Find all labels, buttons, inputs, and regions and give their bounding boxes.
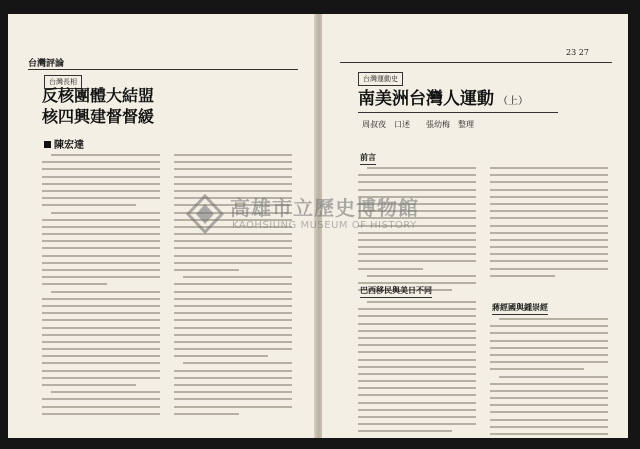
- museum-logo-icon: [186, 194, 224, 234]
- page-number: 23 27: [566, 48, 589, 57]
- subhead-intro: 前言: [360, 152, 376, 165]
- text-column-2b: [490, 318, 608, 438]
- article-headline-line2: 核四興建督督緩: [42, 107, 155, 126]
- author-name: 陳宏達: [54, 140, 84, 151]
- subhead-chiang: 蔣經國與鍾崇經: [492, 302, 548, 315]
- text-column-1: [42, 154, 160, 420]
- article-part: （上）: [498, 96, 528, 107]
- article-headline-text: 南美洲台灣人運動: [358, 89, 494, 109]
- subhead-brazil: 巴西移民與美日不同: [360, 285, 432, 298]
- text-column-2: [490, 167, 608, 282]
- square-bullet-icon: [44, 141, 51, 148]
- section-tag: 台灣評論: [28, 59, 65, 69]
- watermark-chinese: 高雄市立歷史博物館: [230, 196, 419, 220]
- section-rule: [340, 62, 612, 63]
- headline-rule: [358, 112, 558, 113]
- column-label-box: 台灣長相: [44, 75, 82, 89]
- byline: 周叔夜 口述 張幼梅 整理: [362, 120, 474, 129]
- author-line: [44, 136, 84, 151]
- section-rule: [28, 69, 298, 70]
- article-headline-line1: 反核團體大結盟: [42, 86, 155, 105]
- text-column-1b: [358, 301, 476, 438]
- watermark-english: KAOHSIUNG MUSEUM OF HISTORY: [232, 220, 417, 231]
- museum-watermark: [186, 192, 456, 238]
- column-label-box: 台灣運動史: [358, 72, 403, 86]
- article-headline: [358, 90, 528, 110]
